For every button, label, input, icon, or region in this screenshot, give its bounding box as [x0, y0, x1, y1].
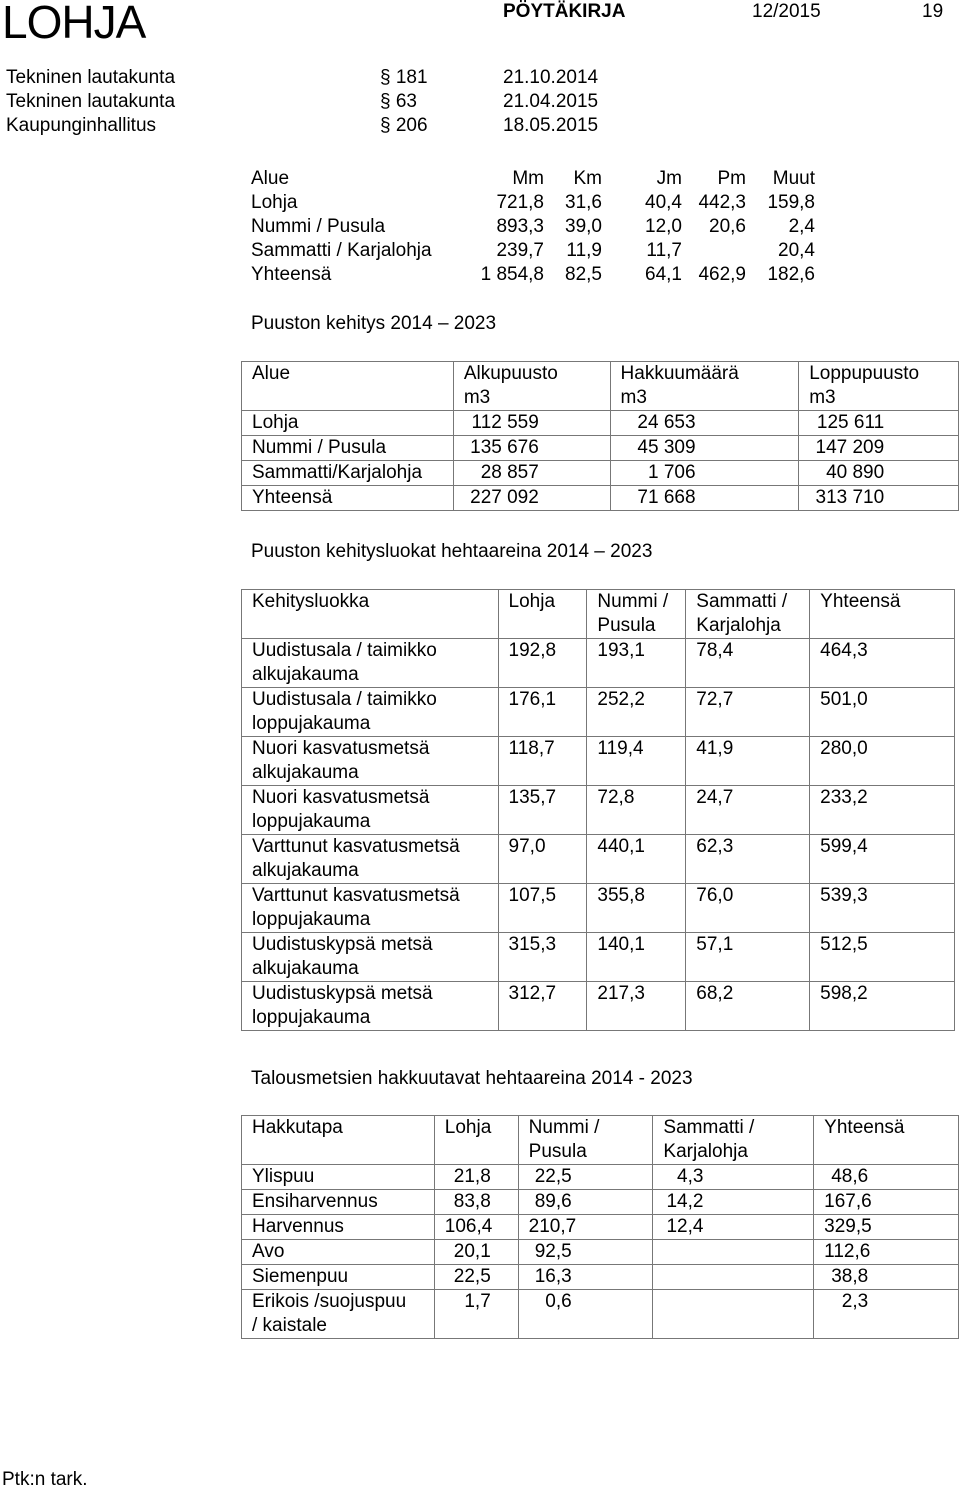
value-text: 252,2 — [597, 689, 645, 710]
value-text: 107,5 — [508, 885, 557, 906]
cut-cell — [242, 1290, 435, 1339]
value-text: 1 706 — [647, 462, 696, 483]
value-text: 41,9 — [696, 738, 734, 759]
label-text: Uudistuskypsä metsä — [252, 983, 433, 1004]
label-text: Uudistusala / taimikko — [252, 640, 437, 661]
class-cell — [686, 933, 810, 982]
value-text: 598,2 — [820, 983, 868, 1004]
value-text: 106,4 — [444, 1216, 493, 1237]
cut-cell — [814, 1215, 959, 1240]
class-row — [242, 884, 955, 933]
value-text: 227 092 — [470, 487, 539, 508]
value-text: 76,0 — [696, 885, 734, 906]
label-text: / kaistale — [252, 1315, 327, 1336]
header-text: Alue — [252, 363, 291, 384]
value-text: 62,3 — [696, 836, 734, 857]
class-header-cell — [810, 590, 955, 639]
label-text: Erikois /suojuspuu — [252, 1291, 407, 1312]
cut-header-cell — [653, 1116, 814, 1165]
area-name: Lohja — [251, 192, 298, 213]
label-text: loppujakauma — [252, 713, 371, 734]
value-text: 599,4 — [820, 836, 868, 857]
area-value: 159,8 — [767, 192, 815, 213]
value-text: 135 676 — [470, 437, 539, 458]
class-cell — [242, 982, 499, 1031]
value-cell — [799, 486, 959, 511]
area-value: 20,6 — [709, 216, 746, 237]
label-text: loppujakauma — [252, 811, 371, 832]
value-text: 92,5 — [534, 1241, 572, 1262]
area-value: Muut — [772, 168, 815, 189]
value-text: 4,3 — [677, 1166, 704, 1187]
cut-row — [242, 1215, 959, 1240]
header-text: Hakkuumäärä — [620, 363, 739, 384]
area-value: Mm — [512, 168, 544, 189]
header-text: m3 — [463, 387, 491, 408]
value-text: 140,1 — [597, 934, 645, 955]
class-row — [242, 933, 955, 982]
label-text: alkujakauma — [252, 860, 359, 881]
class-header-cell — [686, 590, 810, 639]
cut-cell — [814, 1290, 959, 1339]
value-text: 83,8 — [453, 1191, 491, 1212]
cut-cell — [653, 1215, 814, 1240]
value-cell — [610, 411, 799, 436]
cut-title: Talousmetsien hakkuutavat hehtaareina 2014 - 2023 — [251, 1068, 693, 1089]
footer-note: Ptk:n tark. — [2, 1469, 88, 1490]
label-text: alkujakauma — [252, 762, 359, 783]
value-text: 501,0 — [820, 689, 868, 710]
class-cell — [686, 884, 810, 933]
class-cell — [242, 639, 499, 688]
value-cell — [453, 436, 610, 461]
value-text: 97,0 — [508, 836, 546, 857]
header-text: Sammatti / — [663, 1117, 755, 1138]
area-value: 20,4 — [778, 240, 815, 261]
cut-header-cell — [814, 1116, 959, 1165]
header-text: Alkupuusto — [463, 363, 558, 384]
header-text: Hakkutapa — [252, 1117, 343, 1138]
cut-cell — [653, 1190, 814, 1215]
cut-cell — [242, 1265, 435, 1290]
header-text: Nummi / — [528, 1117, 600, 1138]
header-text: Nummi / — [597, 591, 669, 612]
area-value: 239,7 — [496, 240, 544, 261]
class-cell — [242, 737, 499, 786]
class-row — [242, 786, 955, 835]
class-header-row — [242, 590, 955, 639]
label-text: Nuori kasvatusmetsä — [252, 738, 430, 759]
header-text: Kehitysluokka — [252, 591, 370, 612]
label-text: alkujakauma — [252, 958, 359, 979]
class-cell — [498, 737, 587, 786]
volume-title: Puuston kehitys 2014 – 2023 — [251, 313, 497, 334]
value-text: 38,8 — [831, 1266, 869, 1287]
value-text: 355,8 — [597, 885, 645, 906]
cut-header-cell — [242, 1116, 435, 1165]
value-text: 539,3 — [820, 885, 868, 906]
class-header-cell — [242, 590, 499, 639]
volume-header-cell — [799, 362, 959, 411]
class-row — [242, 639, 955, 688]
area-name: Alue — [251, 168, 290, 189]
logo: LOHJA — [2, 0, 146, 48]
class-cell — [587, 982, 686, 1031]
class-cell — [587, 835, 686, 884]
class-cell — [810, 786, 955, 835]
area-value: 11,7 — [646, 240, 682, 261]
class-cell — [686, 737, 810, 786]
volume-header-cell — [242, 362, 454, 411]
class-cell — [686, 688, 810, 737]
class-cell — [242, 884, 499, 933]
cut-table — [241, 1115, 959, 1339]
value-text: 147 209 — [815, 437, 885, 458]
cut-row — [242, 1265, 959, 1290]
cut-row — [242, 1190, 959, 1215]
doc-number: 12/2015 — [752, 1, 821, 22]
header-text: Sammatti / — [696, 591, 788, 612]
value-text: 78,4 — [696, 640, 734, 661]
area-value: 39,0 — [565, 216, 602, 237]
meeting-date: 21.04.2015 — [503, 91, 599, 112]
value-cell — [799, 436, 959, 461]
header-text: Lohja — [508, 591, 556, 612]
class-cell — [587, 688, 686, 737]
area-value: Pm — [717, 168, 746, 189]
class-header-cell — [587, 590, 686, 639]
value-text: 24,7 — [696, 787, 734, 808]
area-value: 1 854,8 — [480, 264, 544, 285]
class-row — [242, 982, 955, 1031]
value-text: 89,6 — [534, 1191, 572, 1212]
class-cell — [686, 639, 810, 688]
value-text: 440,1 — [597, 836, 645, 857]
class-cell — [686, 982, 810, 1031]
volume-row — [242, 461, 959, 486]
value-text: 315,3 — [508, 934, 557, 955]
header-text: Lohja — [444, 1117, 492, 1138]
region-cell: Nummi / Pusula — [242, 436, 454, 461]
class-cell — [810, 933, 955, 982]
value-text: 12,4 — [666, 1216, 704, 1237]
class-cell — [587, 933, 686, 982]
class-cell — [686, 786, 810, 835]
cut-header-row — [242, 1116, 959, 1165]
cut-cell — [434, 1165, 518, 1190]
value-text: 71 668 — [637, 487, 696, 508]
meeting-date: 21.10.2014 — [503, 67, 599, 88]
class-cell — [498, 982, 587, 1031]
cut-cell — [434, 1190, 518, 1215]
volume-row — [242, 486, 959, 511]
value-text: 329,5 — [824, 1216, 872, 1237]
cut-cell — [242, 1165, 435, 1190]
header-text: m3 — [620, 387, 647, 408]
area-value: 721,8 — [496, 192, 544, 213]
class-title: Puuston kehitysluokat hehtaareina 2014 – 2023 — [251, 541, 653, 562]
class-row — [242, 737, 955, 786]
area-value: 40,4 — [645, 192, 682, 213]
cut-cell — [653, 1240, 814, 1265]
cut-cell — [814, 1265, 959, 1290]
class-cell — [810, 884, 955, 933]
class-cell — [587, 884, 686, 933]
header-text: Pusula — [597, 615, 656, 636]
value-text: 464,3 — [820, 640, 868, 661]
class-cell — [242, 835, 499, 884]
cut-cell — [518, 1240, 653, 1265]
class-header-cell — [498, 590, 587, 639]
value-text: 217,3 — [597, 983, 645, 1004]
region-cell: Yhteensä — [242, 486, 454, 511]
cut-header-cell — [434, 1116, 518, 1165]
class-table — [241, 589, 955, 1031]
cut-cell — [653, 1265, 814, 1290]
region-cell: Sammatti/Karjalohja — [242, 461, 454, 486]
class-cell — [498, 688, 587, 737]
region-cell: Lohja — [242, 411, 454, 436]
value-text: 48,6 — [831, 1166, 869, 1187]
header-text: Pusula — [528, 1141, 587, 1162]
cut-cell — [518, 1215, 653, 1240]
label-text: loppujakauma — [252, 1007, 371, 1028]
value-text: 72,8 — [597, 787, 635, 808]
area-value: 11,9 — [566, 240, 602, 261]
meeting-section: § 206 — [380, 115, 428, 136]
volume-row — [242, 411, 959, 436]
cut-row — [242, 1290, 959, 1339]
cut-cell — [242, 1240, 435, 1265]
value-cell — [453, 461, 610, 486]
value-text: 135,7 — [508, 787, 557, 808]
class-cell — [498, 884, 587, 933]
label-text: Uudistusala / taimikko — [252, 689, 437, 710]
area-value: 12,0 — [645, 216, 682, 237]
meeting-section: § 181 — [380, 67, 428, 88]
cut-cell — [518, 1190, 653, 1215]
class-cell — [498, 835, 587, 884]
cut-row — [242, 1240, 959, 1265]
value-text: 167,6 — [824, 1191, 872, 1212]
cut-cell — [434, 1290, 518, 1339]
label-text: Ylispuu — [252, 1166, 315, 1187]
label-text: Varttunut kasvatusmetsä — [252, 885, 460, 906]
area-value: 182,6 — [767, 264, 815, 285]
value-text: 280,0 — [820, 738, 868, 759]
value-text: 312,7 — [508, 983, 557, 1004]
class-cell — [810, 982, 955, 1031]
area-name: Yhteensä — [251, 264, 332, 285]
page-number: 19 — [922, 1, 944, 22]
value-text: 20,1 — [453, 1241, 491, 1262]
cut-cell — [518, 1290, 653, 1339]
header-text: Karjalohja — [696, 615, 781, 636]
value-text: 112 559 — [471, 412, 539, 433]
cut-cell — [653, 1165, 814, 1190]
volume-table — [241, 361, 959, 511]
value-text: 233,2 — [820, 787, 868, 808]
value-text: 28 857 — [480, 462, 539, 483]
value-text: 192,8 — [508, 640, 557, 661]
value-text: 125 611 — [816, 412, 885, 433]
value-text: 176,1 — [508, 689, 557, 710]
label-text: Nuori kasvatusmetsä — [252, 787, 430, 808]
header-text: Loppupuusto — [809, 363, 920, 384]
label-text: Varttunut kasvatusmetsä — [252, 836, 460, 857]
value-text: 313 710 — [815, 487, 885, 508]
area-value: Km — [573, 168, 602, 189]
label-text: Harvennus — [252, 1216, 344, 1237]
header-text: m3 — [809, 387, 836, 408]
meeting-section: § 63 — [380, 91, 417, 112]
value-cell — [610, 486, 799, 511]
volume-row — [242, 436, 959, 461]
cut-cell — [242, 1190, 435, 1215]
value-text: 193,1 — [597, 640, 645, 661]
class-cell — [498, 639, 587, 688]
area-value: 462,9 — [698, 264, 746, 285]
meeting-body: Tekninen lautakunta — [6, 91, 176, 112]
cut-cell — [242, 1215, 435, 1240]
label-text: alkujakauma — [252, 664, 359, 685]
value-text: 16,3 — [534, 1266, 572, 1287]
value-text: 210,7 — [528, 1216, 577, 1237]
meeting-body: Tekninen lautakunta — [6, 67, 176, 88]
cut-cell — [814, 1190, 959, 1215]
label-text: loppujakauma — [252, 909, 371, 930]
header-text: Karjalohja — [663, 1141, 748, 1162]
value-text: 22,5 — [453, 1266, 491, 1287]
value-cell — [799, 461, 959, 486]
value-text: 22,5 — [534, 1166, 572, 1187]
value-cell — [610, 461, 799, 486]
area-value: 2,4 — [788, 216, 815, 237]
volume-header-cell — [610, 362, 799, 411]
label-text: Siemenpuu — [252, 1266, 349, 1287]
value-text: 2,3 — [841, 1291, 869, 1312]
cut-cell — [814, 1165, 959, 1190]
cut-cell — [518, 1165, 653, 1190]
cut-row — [242, 1165, 959, 1190]
header-text: Yhteensä — [824, 1117, 905, 1138]
class-cell — [498, 786, 587, 835]
class-cell — [587, 737, 686, 786]
area-value: 82,5 — [565, 264, 602, 285]
cut-cell — [518, 1265, 653, 1290]
value-text: 0,6 — [545, 1291, 572, 1312]
meeting-date: 18.05.2015 — [503, 115, 599, 136]
area-value: 31,6 — [565, 192, 602, 213]
value-text: 24 653 — [637, 412, 696, 433]
class-cell — [810, 688, 955, 737]
cut-cell — [814, 1240, 959, 1265]
value-text: 40 890 — [826, 462, 885, 483]
class-cell — [587, 786, 686, 835]
value-text: 21,8 — [453, 1166, 491, 1187]
class-cell — [810, 835, 955, 884]
area-value: 442,3 — [698, 192, 746, 213]
value-text: 14,2 — [666, 1191, 704, 1212]
area-value: 893,3 — [496, 216, 544, 237]
class-row — [242, 688, 955, 737]
class-cell — [242, 786, 499, 835]
class-cell — [686, 835, 810, 884]
value-text: 112,6 — [824, 1241, 871, 1262]
value-cell — [453, 411, 610, 436]
value-cell — [799, 411, 959, 436]
area-value: 64,1 — [645, 264, 682, 285]
label-text: Uudistuskypsä metsä — [252, 934, 433, 955]
class-cell — [587, 639, 686, 688]
value-cell — [453, 486, 610, 511]
cut-cell — [434, 1240, 518, 1265]
doc-type: PÖYTÄKIRJA — [503, 1, 626, 22]
value-text: 57,1 — [696, 934, 734, 955]
value-text: 1,7 — [464, 1291, 491, 1312]
class-cell — [810, 737, 955, 786]
header-text: Yhteensä — [820, 591, 901, 612]
class-cell — [810, 639, 955, 688]
value-text: 68,2 — [696, 983, 734, 1004]
class-cell — [498, 933, 587, 982]
cut-cell — [434, 1265, 518, 1290]
value-text: 512,5 — [820, 934, 868, 955]
label-text: Ensiharvennus — [252, 1191, 378, 1212]
label-text: Avo — [252, 1241, 285, 1262]
class-row — [242, 835, 955, 884]
volume-header-row — [242, 362, 959, 411]
class-cell — [242, 688, 499, 737]
cut-header-cell — [518, 1116, 653, 1165]
value-text: 45 309 — [637, 437, 696, 458]
value-cell — [610, 436, 799, 461]
cut-cell — [434, 1215, 518, 1240]
class-cell — [242, 933, 499, 982]
volume-header-cell — [453, 362, 610, 411]
meeting-body: Kaupunginhallitus — [6, 115, 157, 136]
value-text: 119,4 — [597, 738, 644, 759]
value-text: 118,7 — [508, 738, 555, 759]
cut-cell — [653, 1290, 814, 1339]
value-text: 72,7 — [696, 689, 734, 710]
area-name: Nummi / Pusula — [251, 216, 386, 237]
area-value: Jm — [656, 168, 682, 189]
area-name: Sammatti / Karjalohja — [251, 240, 432, 261]
